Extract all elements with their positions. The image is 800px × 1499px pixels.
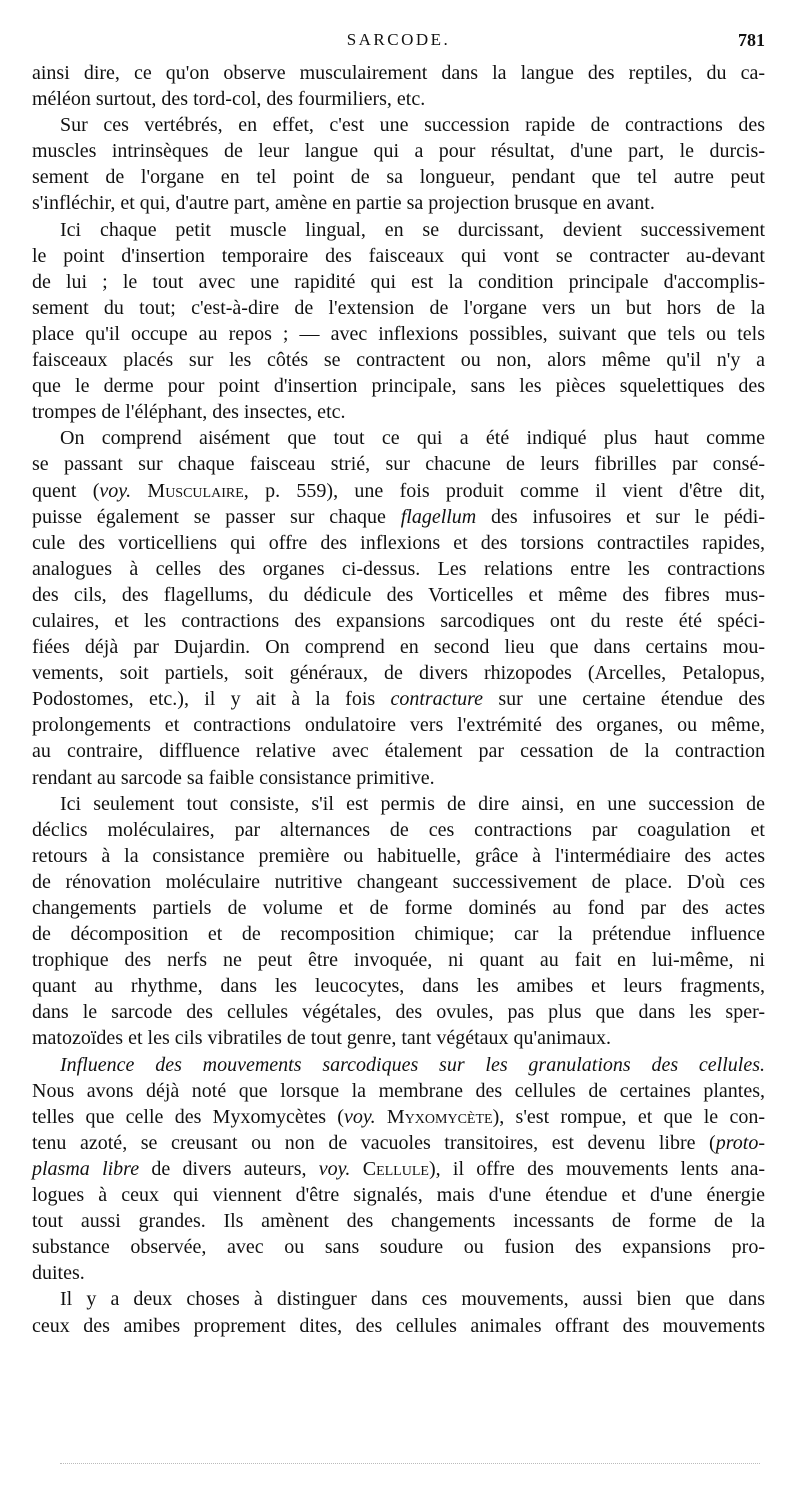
text-line bbox=[32, 712, 765, 738]
text-run: de lui ; le tout avec une rapidité qui est la condition principale d'accomplis- bbox=[32, 270, 765, 293]
text-run: Sur ces vertébrés, en effet, c'est une succession rapide de contractions des bbox=[60, 114, 765, 137]
text-run: ), il offre des mouvements lents ana- bbox=[428, 1157, 766, 1180]
text-run: Ici seulement tout consiste, s'il est permis de dire ainsi, en une succession de bbox=[60, 792, 765, 815]
text-line bbox=[32, 112, 765, 138]
text-run: sement du tout; c'est-à-dire de l'extension de l'organe vers un but hors de la bbox=[32, 296, 765, 319]
text-line bbox=[32, 1130, 765, 1156]
text-line bbox=[32, 86, 765, 112]
text-run: ainsi dire, ce qu'on observe musculairement dans la langue des reptiles, du ca- bbox=[32, 62, 765, 84]
text-line bbox=[32, 1313, 765, 1339]
text-run: de divers auteurs, bbox=[139, 1157, 319, 1180]
text-run: duites. bbox=[32, 1262, 85, 1285]
text-run: faisceaux placés sur les côtés se contractent ou non, alors même qu'il n'y a bbox=[32, 349, 765, 372]
text-run bbox=[131, 480, 147, 502]
text-line bbox=[32, 425, 765, 451]
text-line bbox=[32, 817, 765, 843]
text-line bbox=[32, 1208, 765, 1234]
text-run: changements partiels de volume et de forme dominés au fond par des actes bbox=[32, 897, 765, 919]
text-run: des infusoires et sur le pédi- bbox=[476, 505, 765, 528]
text-run: logues à ceux qui viennent d'être signalés, mais d'une étendue et d'une énergie bbox=[32, 1184, 765, 1207]
text-run: prolongements et contractions ondulatoire vers l'extrémité des organes, ou même, bbox=[32, 714, 765, 737]
text-run: muscles intrinsèques de leur langue qui a pour résultat, d'une part, le durcis- bbox=[32, 140, 765, 163]
text-line bbox=[32, 973, 765, 999]
body-text bbox=[32, 60, 765, 1339]
text-line bbox=[32, 1156, 765, 1182]
running-header bbox=[32, 30, 765, 56]
italic-text: voy. bbox=[318, 1157, 351, 1180]
text-run: rendant au sarcode sa faible consistance primitive. bbox=[32, 766, 435, 789]
running-title: SARCODE. bbox=[346, 30, 451, 49]
text-line bbox=[32, 582, 765, 608]
page-number: 781 bbox=[738, 30, 765, 50]
italic-text: Influence des mouvements sarcodiques sur les granulations des cellules. bbox=[60, 1053, 765, 1076]
text-line bbox=[32, 843, 765, 869]
text-line bbox=[32, 1052, 765, 1078]
text-run: ceux des amibes proprement dites, des cellules animales offrant des mouvements bbox=[32, 1314, 765, 1337]
text-run: telles que celle des Myxomycètes ( bbox=[32, 1105, 344, 1128]
text-run: analogues à celles des organes ci-dessus. Les relations entre les contractions bbox=[32, 557, 765, 580]
text-line bbox=[32, 217, 765, 243]
text-line bbox=[32, 60, 765, 86]
italic-text: voy. bbox=[343, 1105, 376, 1128]
small-caps-text: Musculaire bbox=[147, 479, 244, 502]
text-line bbox=[32, 451, 765, 477]
text-line bbox=[32, 269, 765, 295]
text-line bbox=[32, 190, 765, 216]
text-line bbox=[32, 504, 765, 530]
text-run: culaires, et les contractions des expansions sarcodiques ont du reste été spéci- bbox=[32, 609, 765, 632]
text-line bbox=[32, 295, 765, 321]
text-run: de décomposition et de recomposition chimique; car la prétendue influence bbox=[32, 923, 765, 946]
text-line bbox=[32, 1234, 765, 1260]
text-line bbox=[32, 1182, 765, 1208]
text-line bbox=[32, 947, 765, 973]
text-line bbox=[32, 921, 765, 947]
text-run: Il y a deux choses à distinguer dans ces mouvements, aussi bien que dans bbox=[60, 1288, 765, 1311]
text-line bbox=[32, 634, 765, 660]
text-run: tenu azoté, se creusant ou non de vacuoles transitoires, est devenu libre ( bbox=[32, 1131, 716, 1154]
text-line bbox=[32, 138, 765, 164]
text-line bbox=[32, 1104, 765, 1130]
text-line bbox=[32, 999, 765, 1025]
text-line bbox=[32, 1078, 765, 1104]
text-line bbox=[32, 243, 765, 269]
small-caps-text: Cellule bbox=[362, 1157, 429, 1180]
text-line bbox=[32, 660, 765, 686]
text-line bbox=[32, 373, 765, 399]
text-line bbox=[32, 895, 765, 921]
text-line bbox=[32, 556, 765, 582]
text-run bbox=[376, 1106, 387, 1128]
text-run: au contraire, diffluence relative avec étalement par cessation de la contraction bbox=[32, 740, 765, 763]
text-run: substance observée, avec ou sans soudure ou fusion des expansions pro- bbox=[32, 1236, 765, 1259]
text-line bbox=[32, 321, 765, 347]
italic-text: proto- bbox=[715, 1131, 765, 1154]
text-run: quent ( bbox=[32, 479, 100, 502]
text-line bbox=[32, 791, 765, 817]
small-caps-text: Myxomycète bbox=[386, 1105, 493, 1128]
text-line bbox=[32, 869, 765, 895]
text-run: ), s'est rompue, et que le con- bbox=[492, 1105, 765, 1128]
text-run bbox=[350, 1158, 362, 1180]
text-line bbox=[32, 164, 765, 190]
text-line bbox=[32, 765, 765, 791]
italic-text: plasma libre bbox=[32, 1157, 140, 1180]
text-run: Podostomes, etc.), il y ait à la fois bbox=[32, 688, 391, 711]
text-run: retours à la consistance première ou habituelle, grâce à l'intermédiaire des actes bbox=[32, 844, 765, 867]
text-run: cule des vorticelliens qui offre des inflexions et des torsions contractiles rapides, bbox=[32, 531, 765, 554]
text-run: trompes de l'éléphant, des insectes, etc. bbox=[32, 401, 346, 424]
text-run: trophique des nerfs ne peut être invoquée, ni quant au fait en lui-même, ni bbox=[32, 949, 765, 972]
text-run: vements, soit partiels, soit généraux, de divers rhizopodes (Arcelles, Petalopus, bbox=[32, 662, 765, 685]
text-run: quant au rhythme, dans les leucocytes, dans les amibes et leurs fragments, bbox=[32, 975, 765, 998]
text-run: puisse également se passer sur chaque bbox=[32, 505, 401, 528]
text-run: déclics moléculaires, par alternances de ces contractions par coagulation et bbox=[32, 818, 765, 841]
italic-text: voy. bbox=[99, 479, 132, 502]
text-line bbox=[32, 530, 765, 556]
text-line bbox=[32, 399, 765, 425]
text-line bbox=[32, 686, 765, 712]
text-run: de rénovation moléculaire nutritive changeant successivement de place. D'où ces bbox=[32, 870, 765, 893]
text-run: matozoïdes et les cils vibratiles de tout genre, tant végétaux qu'animaux. bbox=[32, 1027, 611, 1050]
text-run: place qu'il occupe au repos ; — avec inflexions possibles, suivant que tels ou tels bbox=[32, 322, 765, 345]
text-run: sement de l'organe en tel point de sa longueur, pendant que tel autre peut bbox=[32, 166, 765, 189]
footer-rule bbox=[60, 1463, 760, 1464]
text-line bbox=[32, 1025, 765, 1051]
text-line bbox=[32, 1286, 765, 1312]
text-run: des cils, des flagellums, du dédicule des Vorticelles et même des fibres mus- bbox=[32, 583, 765, 606]
text-line bbox=[32, 1260, 765, 1286]
text-run: que le derme pour point d'insertion principale, sans les pièces squelettiques des bbox=[32, 375, 765, 398]
text-run: Nous avons déjà noté que lorsque la membrane des cellules de certaines plantes, bbox=[32, 1079, 765, 1102]
text-run: s'infléchir, et qui, d'autre part, amène en partie sa projection brusque en avant. bbox=[32, 192, 655, 215]
text-run: On comprend aisément que tout ce qui a été indiqué plus haut comme bbox=[60, 427, 765, 450]
text-run: Ici chaque petit muscle lingual, en se durcissant, devient successivement bbox=[60, 218, 765, 241]
italic-text: contracture bbox=[390, 688, 484, 711]
text-run: tout aussi grandes. Ils amènent des changements incessants de forme de la bbox=[32, 1210, 765, 1233]
text-line bbox=[32, 478, 765, 504]
text-line bbox=[32, 347, 765, 373]
text-line bbox=[32, 738, 765, 764]
text-run: dans le sarcode des cellules végétales, des ovules, pas plus que dans les sper- bbox=[32, 1001, 765, 1024]
text-run: se passant sur chaque faisceau strié, sur chacune de leurs fibrilles par consé- bbox=[32, 453, 765, 476]
text-run: sur une certaine étendue des bbox=[483, 688, 765, 711]
text-line bbox=[32, 608, 765, 634]
text-run: fiées déjà par Dujardin. On comprend en second lieu que dans certains mou- bbox=[32, 636, 765, 659]
text-run: le point d'insertion temporaire des faisceaux qui vont se contracter au-devant bbox=[32, 244, 765, 267]
text-run: , p. 559), une fois produit comme il vient d'être dit, bbox=[243, 479, 765, 502]
text-run: méléon surtout, des tord-col, des fourmiliers, etc. bbox=[32, 88, 426, 111]
italic-text: flagellum bbox=[400, 505, 477, 528]
